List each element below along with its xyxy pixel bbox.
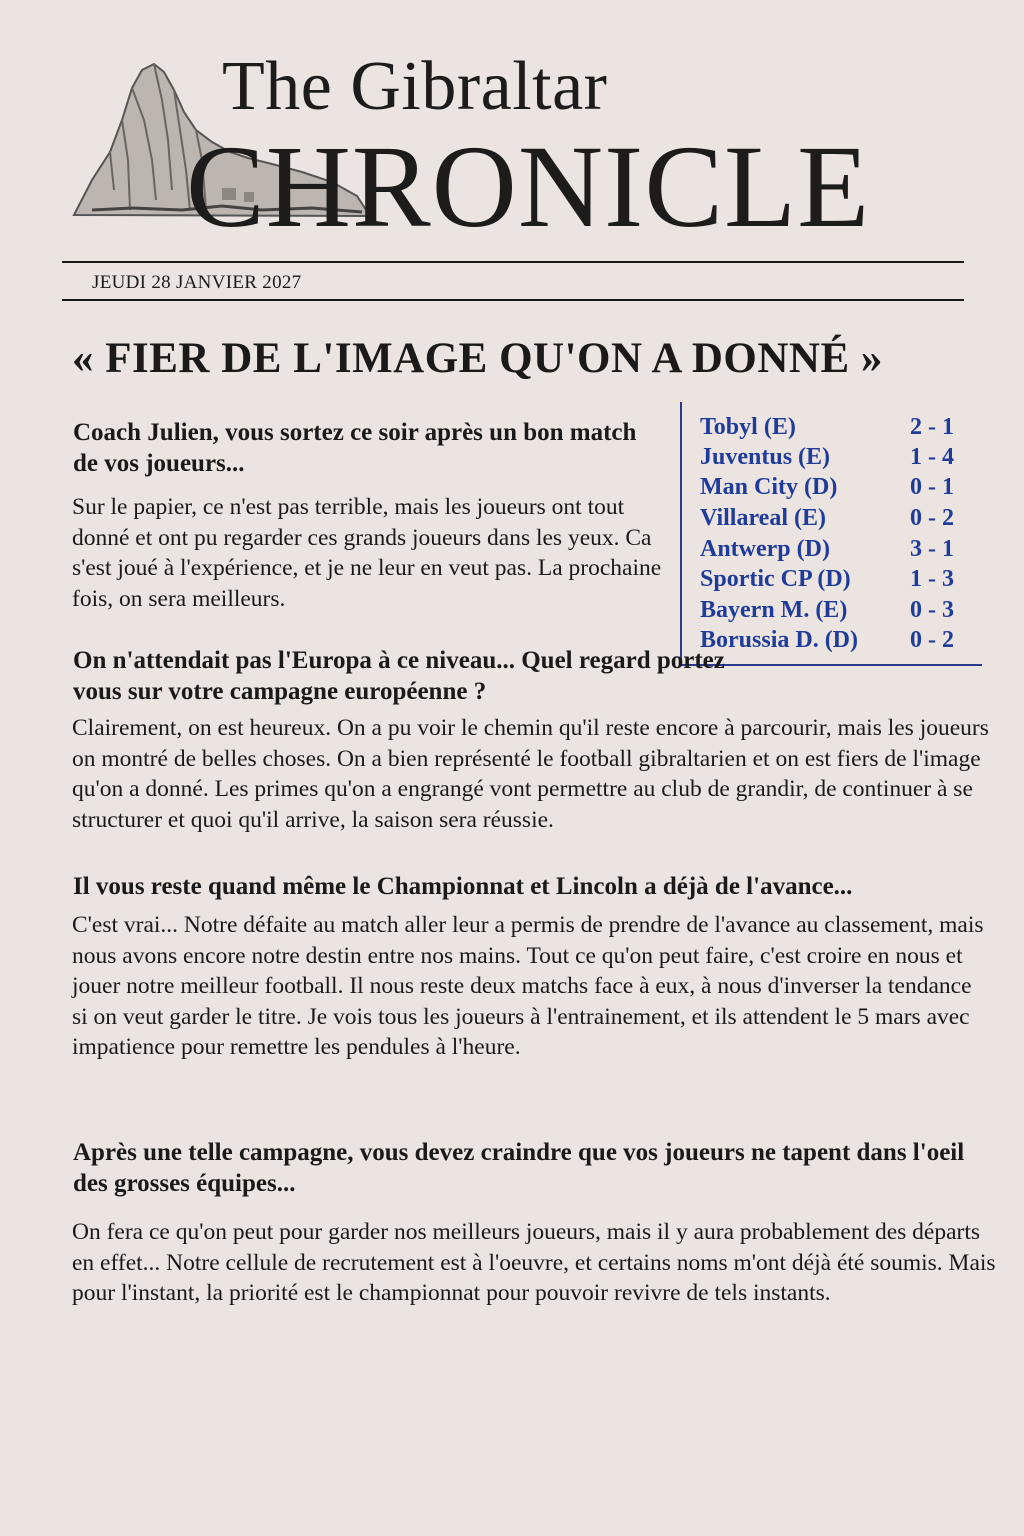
result-row xyxy=(700,412,980,442)
interview-answer: On fera ce qu'on peut pour garder nos meilleurs joueurs, mais il y aura probablement des départs en effet... Notre cellule de recrutement est à l'oeuvre, et certains noms m'ont déjà été soumis. Mais pour l'instant, la priorité est le championnat pour pouvoir revivre de tels instants. xyxy=(72,1219,996,1306)
result-team: Antwerp (D) xyxy=(700,536,830,562)
result-row xyxy=(700,534,980,564)
result-score: 1 - 4 xyxy=(910,444,954,470)
result-row xyxy=(700,442,980,472)
result-team: Villareal (E) xyxy=(700,505,826,531)
result-score: 3 - 1 xyxy=(910,536,954,562)
masthead-title-top: The Gibraltar xyxy=(222,48,608,125)
headline: « FIER DE L'IMAGE QU'ON A DONNÉ » xyxy=(72,335,883,382)
result-team: Borussia D. (D) xyxy=(700,627,859,653)
result-score: 1 - 3 xyxy=(910,566,954,592)
result-row xyxy=(700,503,980,533)
results-box xyxy=(680,402,982,666)
result-row xyxy=(700,595,980,625)
bottom-rule xyxy=(62,299,964,301)
result-score: 2 - 1 xyxy=(910,414,954,440)
interview-question: Il vous reste quand même le Championnat et Lincoln a déjà de l'avance... xyxy=(73,873,853,900)
result-team: Juventus (E) xyxy=(700,444,831,470)
result-row xyxy=(700,564,980,594)
result-team: Sportic CP (D) xyxy=(700,566,851,592)
result-team: Bayern M. (E) xyxy=(700,597,848,623)
interview-answer: Clairement, on est heureux. On a pu voir le chemin qu'il reste encore à parcourir, mais les joueurs on montré de belles choses. On a bien représenté le football gibraltarien et on est fiers de l'image qu'on a donné. Les primes qu'on a engrangé vont permettre au club de grandir, de continuer à se structurer et quoi qu'il arrive, la saison sera réussie. xyxy=(72,715,989,833)
result-score: 0 - 2 xyxy=(910,627,954,653)
interview-answer: C'est vrai... Notre défaite au match aller leur a permis de prendre de l'avance au classement, mais nous avons encore notre destin entre nos mains. Tout ce qu'on peut faire, c'est croire en nous et jouer notre meilleur football. Il nous reste deux matchs face à eux, à nous d'inverser la tendance si on veut garder le titre. Je vois tous les joueurs à l'entrainement, et ils attendent le 5 mars avec impatience pour remettre les pendules à l'heure. xyxy=(72,912,984,1060)
interview-question: Coach Julien, vous sortez ce soir après un bon match de vos joueurs... xyxy=(73,419,637,477)
result-row xyxy=(700,472,980,502)
interview-question: Après une telle campagne, vous devez craindre que vos joueurs ne tapent dans l'oeil des grosses équipes... xyxy=(73,1139,965,1197)
result-score: 0 - 1 xyxy=(910,474,954,500)
result-team: Man City (D) xyxy=(700,474,838,500)
interview-question: On n'attendait pas l'Europa à ce niveau... Quel regard portez vous sur votre campagne européenne ? xyxy=(73,647,725,705)
top-rule xyxy=(62,261,964,263)
interview-answer: Sur le papier, ce n'est pas terrible, mais les joueurs ont tout donné et ont pu regarder ces grands joueurs dans les yeux. Ca s'est joué à l'expérience, et je ne leur en veut pas. La prochaine fois, on sera meilleurs. xyxy=(72,494,662,612)
masthead-title-main: CHRONICLE xyxy=(186,121,871,252)
dateline: JEUDI 28 JANVIER 2027 xyxy=(92,272,302,293)
result-score: 0 - 2 xyxy=(910,505,954,531)
result-score: 0 - 3 xyxy=(910,597,954,623)
result-team: Tobyl (E) xyxy=(700,414,796,440)
masthead xyxy=(0,0,1024,250)
